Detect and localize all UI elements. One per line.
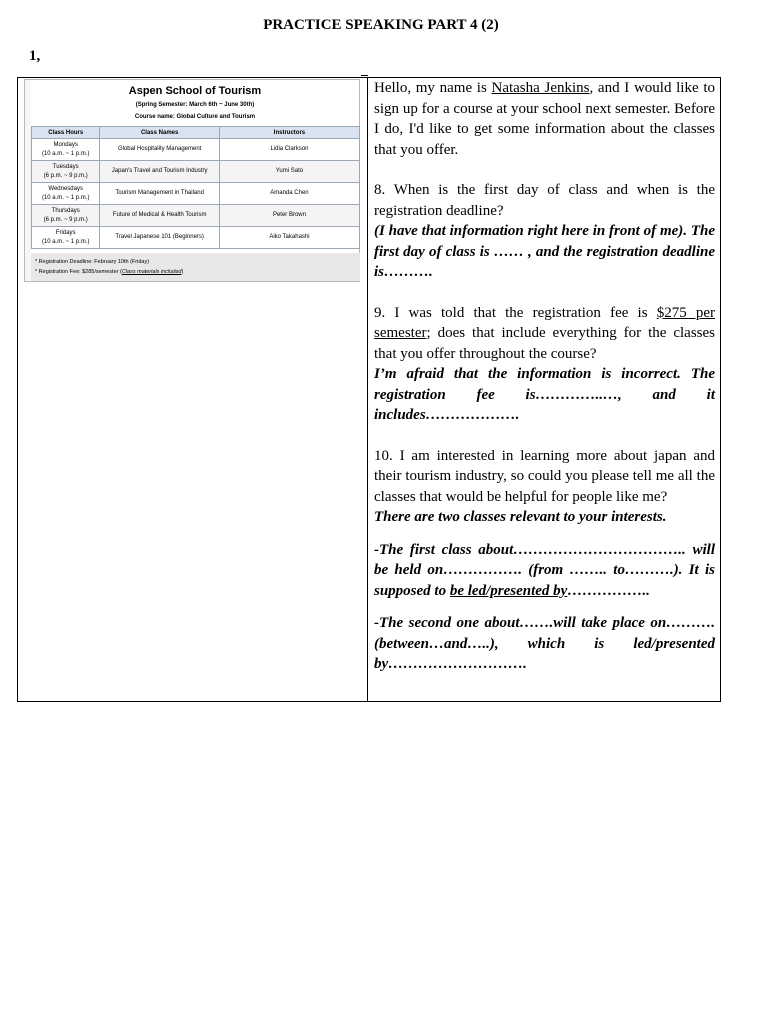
table-row: [32, 183, 360, 205]
question-8: 8. When is the first day of class and when is the registration deadline?: [374, 182, 715, 219]
class-name-cell: Travel Japanese 101 (Beginners): [100, 227, 220, 249]
class-name-cell: Future of Medical & Health Tourism: [100, 205, 220, 227]
answer-9: I’m afraid that the information is incorrect. The registration fee is…………..…, and it includes……………….: [374, 366, 715, 423]
fee-note-suffix: ): [181, 269, 184, 275]
time: (6 p.m. ~ 9 p.m.): [43, 216, 88, 223]
class-name-cell: Tourism Management in Thailand: [100, 183, 220, 205]
time: (10 a.m. ~ 1 p.m.): [41, 238, 90, 245]
first-before: -The first class about…………………………….. will be held on……………. (from …….. to……….). It is supposed to: [374, 541, 715, 599]
fee-note-prefix: * Registration Fee: $285/semester (: [35, 269, 122, 275]
page-title: PRACTICE SPEAKING PART 4 (2): [263, 17, 499, 33]
table-row: [32, 161, 360, 183]
instructor-cell: Amanda Chen: [219, 183, 359, 205]
spacer: [374, 160, 715, 180]
divider-tick: [361, 75, 368, 76]
class-hours-cell: [32, 161, 100, 183]
dialogue-column: [374, 78, 715, 675]
instructor-cell: Peter Brown: [219, 205, 359, 227]
registration-fee-note: [35, 267, 360, 277]
item-number: 1,: [29, 48, 41, 64]
course-name: Course name: Global Culture and Tourism: [134, 114, 256, 120]
day: Wednesdays: [48, 185, 83, 192]
instructor-cell: Lidia Clarkson: [219, 139, 359, 161]
answer-10-first-class: [374, 540, 715, 602]
fee-claim: $275 per semester: [374, 304, 716, 341]
question-10: 10. I am interested in learning more about japan and their tourism industry, so could you please tell me all the classes that would be helpful for people like me?: [374, 447, 715, 505]
instructor-cell: Aiko Takahashi: [219, 227, 359, 249]
registration-deadline-note: * Registration Deadline: February 10th (Friday): [35, 259, 150, 265]
schedule-notes: [31, 253, 360, 281]
q9-before: 9. I was told that the registration fee is: [374, 304, 657, 321]
day: Mondays: [53, 141, 78, 148]
spacer: [374, 601, 715, 613]
answer-8: (I have that information right here in front of me). The first day of class is …… , and the registration deadline is……….: [374, 223, 715, 280]
led-presented-by: be led/presented by: [449, 582, 568, 599]
schedule-image: [24, 79, 360, 282]
first-after: ……………..: [567, 582, 650, 599]
header-class-hours: Class Hours: [32, 127, 100, 139]
intro-before: Hello, my name is: [374, 80, 492, 96]
class-name-cell: Global Hospitality Management: [100, 139, 220, 161]
schedule-table: [31, 126, 360, 249]
school-name: Aspen School of Tourism: [128, 85, 262, 97]
table-row: [32, 139, 360, 161]
question-9: [374, 303, 715, 365]
schedule-header-row: [32, 127, 360, 139]
class-hours-cell: [32, 205, 100, 227]
answer-10-second-class: -The second one about…….will take place on………. (between…and…..), which is led/presented by……………………….: [374, 615, 715, 672]
time: (6 p.m. ~ 9 p.m.): [43, 172, 88, 179]
table-row: [32, 205, 360, 227]
spacer: [374, 426, 715, 446]
table-row: [32, 227, 360, 249]
schedule-sheet: [31, 80, 359, 281]
time: (10 a.m. ~ 1 p.m.): [41, 194, 90, 201]
day: Thursdays: [51, 207, 80, 214]
column-divider: [367, 77, 368, 702]
day: Tuesdays: [52, 163, 79, 170]
day: Fridays: [55, 229, 76, 236]
intro-paragraph: [374, 78, 715, 160]
answer-10-intro: There are two classes relevant to your interests.: [374, 509, 667, 525]
header-class-names: Class Names: [100, 127, 220, 139]
class-hours-cell: [32, 139, 100, 161]
class-hours-cell: [32, 183, 100, 205]
q9-after: ; does that include everything for the classes that you offer throughout the course?: [374, 325, 715, 362]
spacer: [374, 283, 715, 303]
semester-dates: (Spring Semester: March 6th ~ June 30th): [135, 102, 255, 108]
class-name-cell: Japan's Travel and Tourism Industry: [100, 161, 220, 183]
materials-included-text: Class materials included: [121, 269, 182, 275]
time: (10 a.m. ~ 1 p.m.): [41, 150, 90, 157]
spacer: [374, 528, 715, 540]
instructor-cell: Yumi Sato: [219, 161, 359, 183]
class-hours-cell: [32, 227, 100, 249]
header-instructors: Instructors: [219, 127, 359, 139]
caller-name: Natasha Jenkins: [491, 80, 590, 96]
intro-after: , and I would like to sign up for a course at your school next semester. Before I do, I'd like to get some information about the classes that you offer.: [374, 80, 715, 158]
